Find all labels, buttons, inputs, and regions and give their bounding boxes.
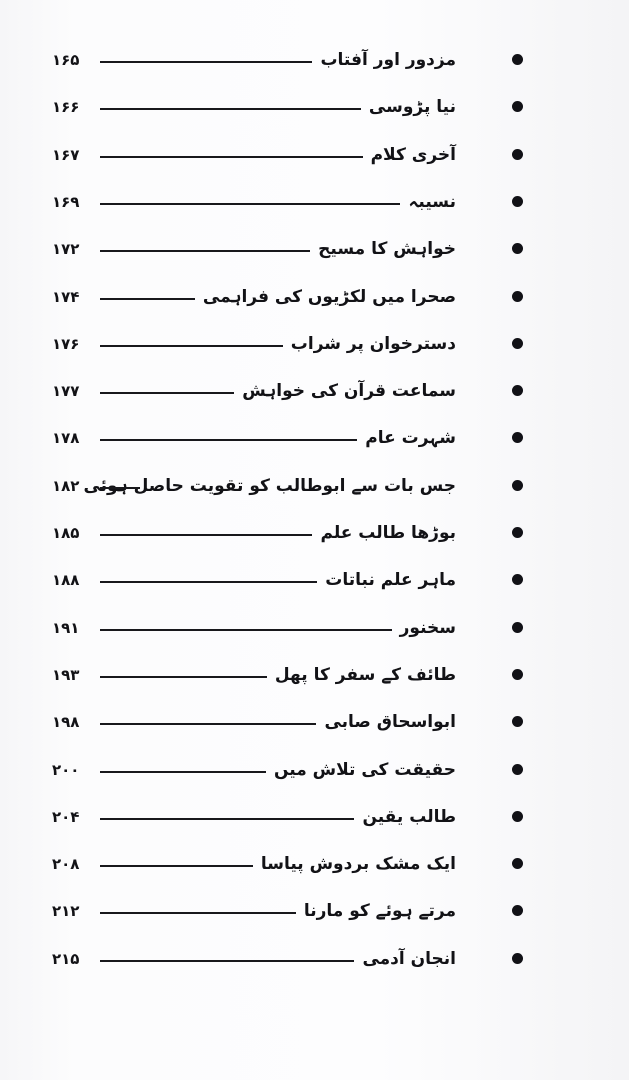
leader-line [100, 534, 312, 536]
toc-entry-title: مزدور اور آفتاب [320, 50, 456, 70]
toc-entry[interactable] [0, 566, 629, 594]
leader-line [100, 156, 363, 158]
bullet-icon [512, 149, 523, 160]
leader-line [100, 61, 312, 63]
toc-entry-page-number: ۱۶۹ [52, 193, 80, 211]
bullet-icon [512, 716, 523, 727]
toc-entry-page-number: ۱۷۸ [52, 429, 80, 447]
leader-line [100, 439, 357, 441]
toc-entry-page-number: ۲۰۸ [52, 855, 80, 873]
leader-line [100, 771, 266, 773]
toc-entry[interactable] [0, 235, 629, 263]
bullet-icon [512, 480, 523, 491]
bullet-icon [512, 764, 523, 775]
leader-line [100, 345, 283, 347]
toc-entry-title: سخنور [399, 618, 456, 638]
bullet-icon [512, 291, 523, 302]
toc-entry-page-number: ۱۶۶ [52, 98, 80, 116]
bullet-icon [512, 811, 523, 822]
toc-entry[interactable] [0, 330, 629, 358]
bullet-icon [512, 243, 523, 254]
toc-entry-title: شہرت عام [365, 428, 456, 448]
toc-entry-page-number: ۲۰۴ [52, 808, 80, 826]
leader-line [100, 487, 140, 489]
toc-entry-title: ایک مشک بردوش پیاسا [260, 854, 456, 874]
toc-entry[interactable] [0, 708, 629, 736]
toc-entry[interactable] [0, 897, 629, 925]
toc-entry-title: ابواسحاق صابی [324, 712, 456, 732]
leader-line [100, 818, 354, 820]
toc-entry[interactable] [0, 472, 629, 500]
leader-line [100, 392, 234, 394]
toc-entry-title: سماعت قرآن کی خواہش [242, 381, 456, 401]
bullet-icon [512, 338, 523, 349]
bullet-icon [512, 385, 523, 396]
toc-entry-page-number: ۱۸۲ [52, 477, 80, 495]
bullet-icon [512, 527, 523, 538]
toc-entry-page-number: ۱۹۱ [52, 619, 80, 637]
toc-entry[interactable] [0, 424, 629, 452]
leader-line [100, 108, 361, 110]
bullet-icon [512, 953, 523, 964]
toc-entry[interactable] [0, 188, 629, 216]
leader-line [100, 629, 392, 631]
toc-entry[interactable] [0, 283, 629, 311]
toc-entry[interactable] [0, 756, 629, 784]
toc-entry-page-number: ۱۷۶ [52, 335, 80, 353]
toc-entry-title: انجان آدمی [362, 949, 456, 969]
leader-line [100, 581, 317, 583]
toc-entry[interactable] [0, 377, 629, 405]
leader-line [100, 723, 316, 725]
bullet-icon [512, 101, 523, 112]
leader-line [100, 960, 354, 962]
toc-entry-page-number: ۲۰۰ [52, 761, 80, 779]
toc-entry-page-number: ۱۶۷ [52, 146, 80, 164]
leader-line [100, 865, 253, 867]
toc-entry-title: جس بات سے ابوطالب کو تقویت حاصل ہوئی [83, 476, 456, 496]
bullet-icon [512, 669, 523, 680]
toc-entry[interactable] [0, 850, 629, 878]
toc-entry[interactable] [0, 945, 629, 973]
bullet-icon [512, 196, 523, 207]
toc-entry-page-number: ۱۹۳ [52, 666, 80, 684]
toc-entry-page-number: ۲۱۲ [52, 902, 80, 920]
toc-entry-page-number: ۱۹۸ [52, 713, 80, 731]
toc-entry-title: نیا پڑوسی [368, 97, 456, 117]
bullet-icon [512, 54, 523, 65]
toc-entry-title: نسیبہ [408, 192, 456, 212]
toc-entry-title: دسترخوان پر شراب [290, 334, 456, 354]
toc-entry-title: طالب یقین [362, 807, 456, 827]
toc-entry-title: آخری کلام [370, 145, 456, 165]
toc-entry-title: حقیقت کی تلاش میں [273, 760, 456, 780]
bullet-icon [512, 432, 523, 443]
toc-entry-page-number: ۲۱۵ [52, 950, 80, 968]
toc-entry-title: صحرا میں لکڑیوں کی فراہمی [202, 287, 456, 307]
toc-entry[interactable] [0, 519, 629, 547]
bullet-icon [512, 622, 523, 633]
toc-entry-title: ماہر علم نباتات [325, 570, 456, 590]
bullet-icon [512, 858, 523, 869]
leader-line [100, 250, 310, 252]
toc-entry-title: خواہش کا مسیح [318, 239, 456, 259]
toc-entry[interactable] [0, 93, 629, 121]
toc-entry-title: مرتے ہوئے کو مارنا [303, 901, 456, 921]
bullet-icon [512, 574, 523, 585]
toc-entry[interactable] [0, 614, 629, 642]
toc-entry-title: بوڑھا طالب علم [320, 523, 456, 543]
toc-entry[interactable] [0, 803, 629, 831]
leader-line [100, 676, 267, 678]
bullet-icon [512, 905, 523, 916]
toc-entry[interactable] [0, 141, 629, 169]
toc-entry-page-number: ۱۷۷ [52, 382, 80, 400]
toc-entry-page-number: ۱۷۲ [52, 240, 80, 258]
toc-entry[interactable] [0, 46, 629, 74]
toc-entry[interactable] [0, 661, 629, 689]
leader-line [100, 912, 296, 914]
toc-entry-page-number: ۱۶۵ [52, 51, 80, 69]
toc-entry-page-number: ۱۸۸ [52, 571, 80, 589]
toc-entry-page-number: ۱۷۴ [52, 288, 80, 306]
toc-entry-title: طائف کے سفر کا پھل [274, 665, 456, 685]
leader-line [100, 203, 400, 205]
toc-entry-page-number: ۱۸۵ [52, 524, 80, 542]
leader-line [100, 298, 195, 300]
